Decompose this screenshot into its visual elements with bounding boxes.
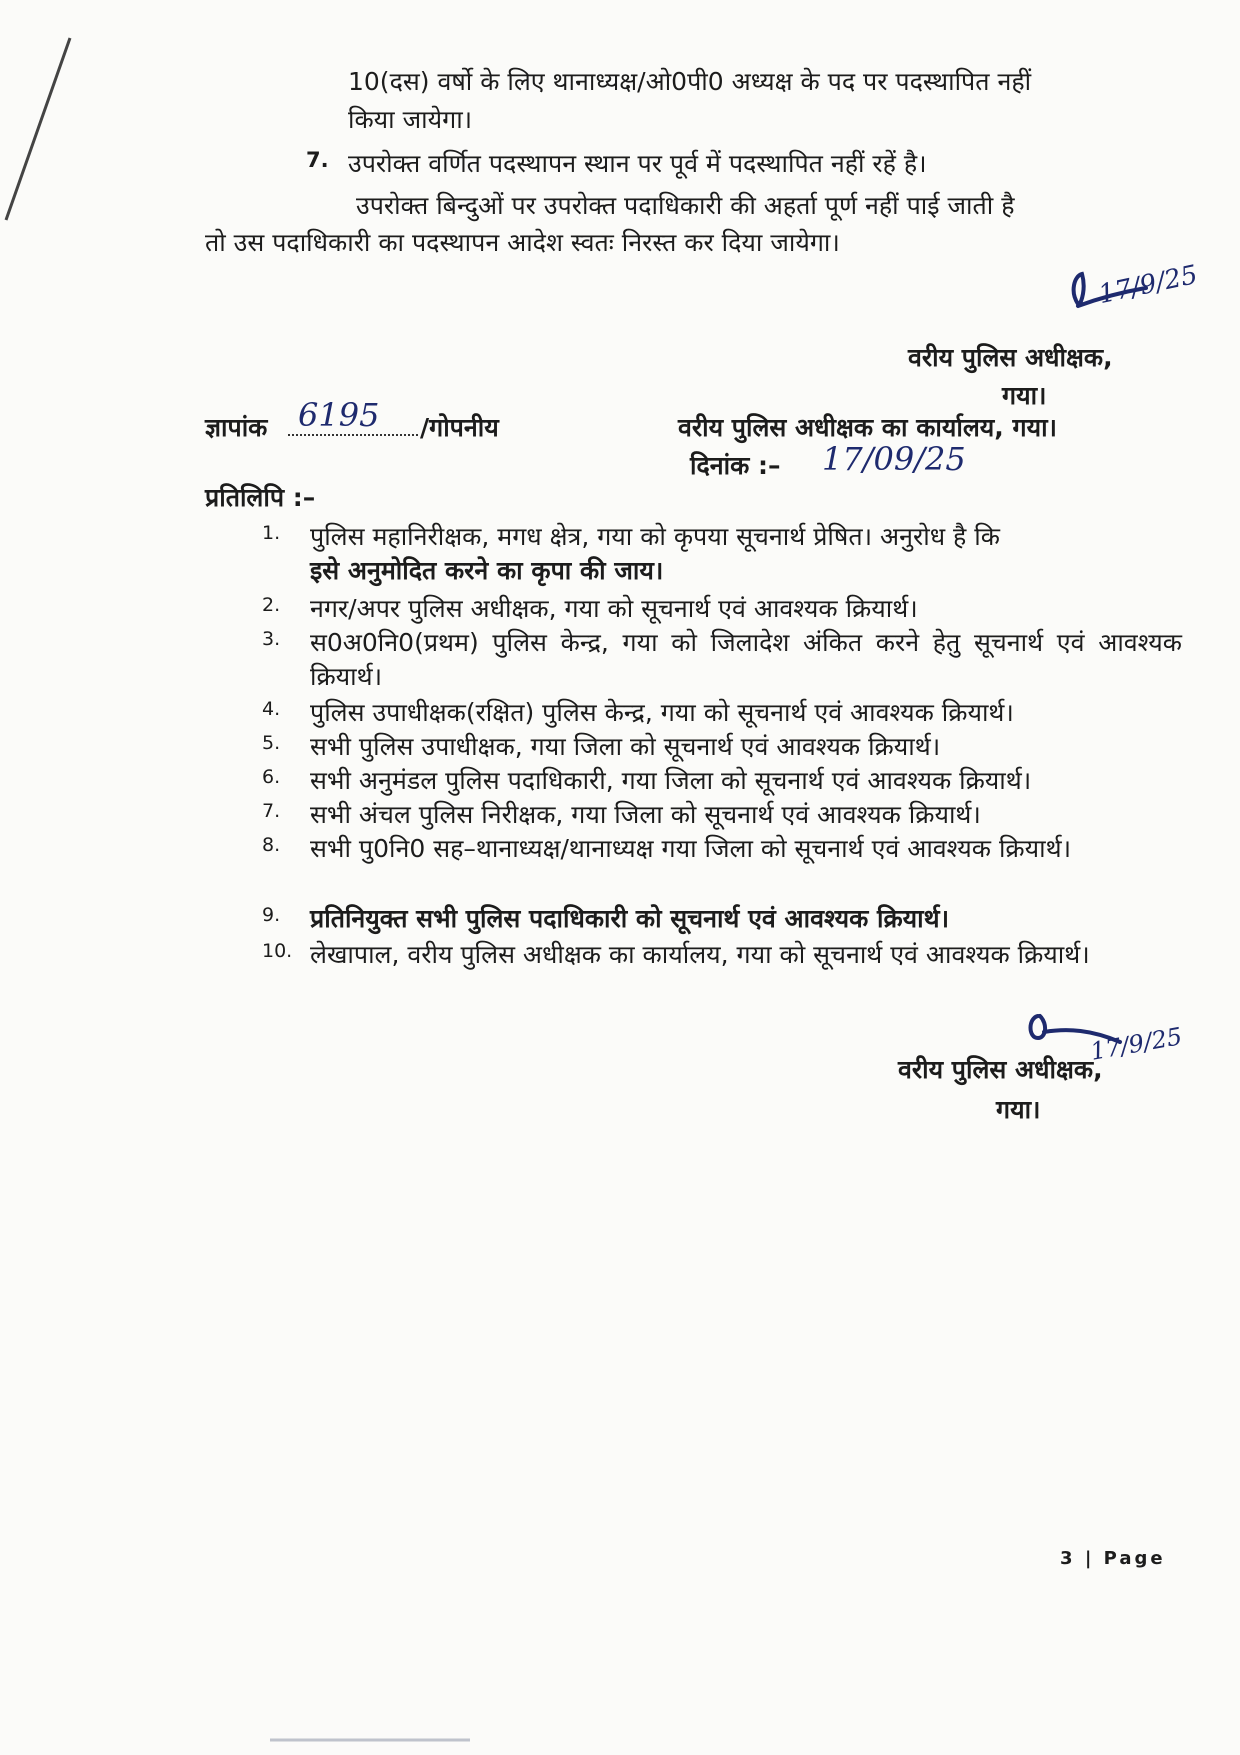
copy-item-7-text: सभी अंचल पुलिस निरीक्षक, गया जिला को सूचनार्थ एवं आवश्यक क्रियार्थ। xyxy=(310,800,981,829)
scan-artifact-line xyxy=(270,1735,470,1745)
signature-1-place: गया। xyxy=(1002,381,1047,410)
copy-item-5 xyxy=(262,730,1182,764)
signature-2-designation: वरीय पुलिस अधीक्षक, xyxy=(898,1055,1103,1084)
closing-line-1: उपरोक्त बिन्दुओं पर उपरोक्त पदाधिकारी की अहर्ता पूर्ण नहीं पाई जाती है xyxy=(356,191,1015,220)
copy-item-1 xyxy=(262,520,1182,588)
signature-2-place: गया। xyxy=(996,1095,1041,1124)
copy-item-4 xyxy=(262,696,1182,730)
memo-date-label: दिनांक :– xyxy=(690,451,781,480)
signature-1-date: 17/9/25 xyxy=(1095,259,1201,311)
copy-item-9-number: 9. xyxy=(262,904,281,926)
copy-item-9 xyxy=(262,902,1182,936)
page-footer xyxy=(1060,1548,1166,1569)
copy-item-6 xyxy=(262,764,1182,798)
copy-item-3-number: 3. xyxy=(262,628,281,650)
copy-item-8-number: 8. xyxy=(262,834,281,856)
copy-item-5-text: सभी पुलिस उपाधीक्षक, गया जिला को सूचनार्थ एवं आवश्यक क्रियार्थ। xyxy=(310,732,941,761)
copy-item-10-text: लेखापाल, वरीय पुलिस अधीक्षक का कार्यालय, गया को सूचनार्थ एवं आवश्यक क्रियार्थ। xyxy=(310,940,1090,969)
scan-edge-mark xyxy=(0,30,90,230)
continuation-line-2: किया जायेगा। xyxy=(348,105,473,134)
memo-office: वरीय पुलिस अधीक्षक का कार्यालय, गया। xyxy=(678,413,1058,442)
copy-item-7 xyxy=(262,798,1182,832)
page-number: 3 xyxy=(1060,1548,1076,1569)
copy-item-1-number: 1. xyxy=(262,522,281,544)
condition-7-text: उपरोक्त वर्णित पदस्थापन स्थान पर पूर्व में पदस्थापित नहीं रहें है। xyxy=(348,149,927,178)
copy-item-2-text: नगर/अपर पुलिस अधीक्षक, गया को सूचनार्थ एवं आवश्यक क्रियार्थ। xyxy=(310,594,918,623)
memo-date-handwritten: 17/09/25 xyxy=(822,440,966,478)
copy-item-2 xyxy=(262,592,1182,626)
copy-item-5-number: 5. xyxy=(262,732,281,754)
copy-item-3-text: स0अ0नि0(प्रथम) पुलिस केन्द्र, गया को जिलादेश अंकित करने हेतु सूचनार्थ एवं आवश्यक क्रियार्थ। xyxy=(310,628,1182,691)
copy-item-7-number: 7. xyxy=(262,800,281,822)
memo-label: ज्ञापांक xyxy=(205,413,268,442)
copy-item-8-text: सभी पु0नि0 सह–थानाध्यक्ष/थानाध्यक्ष गया जिला को सूचनार्थ एवं आवश्यक क्रियार्थ। xyxy=(310,834,1072,863)
copy-item-2-number: 2. xyxy=(262,594,281,616)
continuation-line-1: 10(दस) वर्षो के लिए थानाध्यक्ष/ओ0पी0 अध्यक्ष के पद पर पदस्थापित नहीं xyxy=(348,67,1032,96)
copy-heading: प्रतिलिपि :– xyxy=(205,483,316,512)
copy-item-3 xyxy=(262,626,1182,694)
copy-item-9-text: प्रतिनियुक्त सभी पुलिस पदाधिकारी को सूचनार्थ एवं आवश्यक क्रियार्थ। xyxy=(310,904,950,933)
signature-1-designation: वरीय पुलिस अधीक्षक, xyxy=(908,343,1113,372)
copy-item-1-text: पुलिस महानिरीक्षक, मगध क्षेत्र, गया को कृपया सूचनार्थ प्रेषित। अनुरोध है कि xyxy=(310,522,1000,551)
copy-item-4-text: पुलिस उपाधीक्षक(रक्षित) पुलिस केन्द्र, गया को सूचनार्थ एवं आवश्यक क्रियार्थ। xyxy=(310,698,1014,727)
closing-line-2: तो उस पदाधिकारी का पदस्थापन आदेश स्वतः निरस्त कर दिया जायेगा। xyxy=(205,228,840,257)
copy-item-6-text: सभी अनुमंडल पुलिस पदाधिकारी, गया जिला को सूचनार्थ एवं आवश्यक क्रियार्थ। xyxy=(310,766,1032,795)
memo-suffix: /गोपनीय xyxy=(420,413,499,442)
copy-item-1-text-continued: इसे अनुमोदित करने का कृपा की जाय। xyxy=(310,556,664,585)
copy-item-4-number: 4. xyxy=(262,698,281,720)
copy-item-6-number: 6. xyxy=(262,766,281,788)
condition-7-number: 7. xyxy=(306,148,329,172)
signature-2-date: 17/9/25 xyxy=(1088,1022,1185,1066)
copy-item-10 xyxy=(262,938,1182,972)
copy-item-8 xyxy=(262,832,1182,866)
copy-item-10-number: 10. xyxy=(262,940,293,962)
page-label: | Page xyxy=(1084,1548,1166,1569)
memo-number-handwritten: 6195 xyxy=(298,396,380,434)
